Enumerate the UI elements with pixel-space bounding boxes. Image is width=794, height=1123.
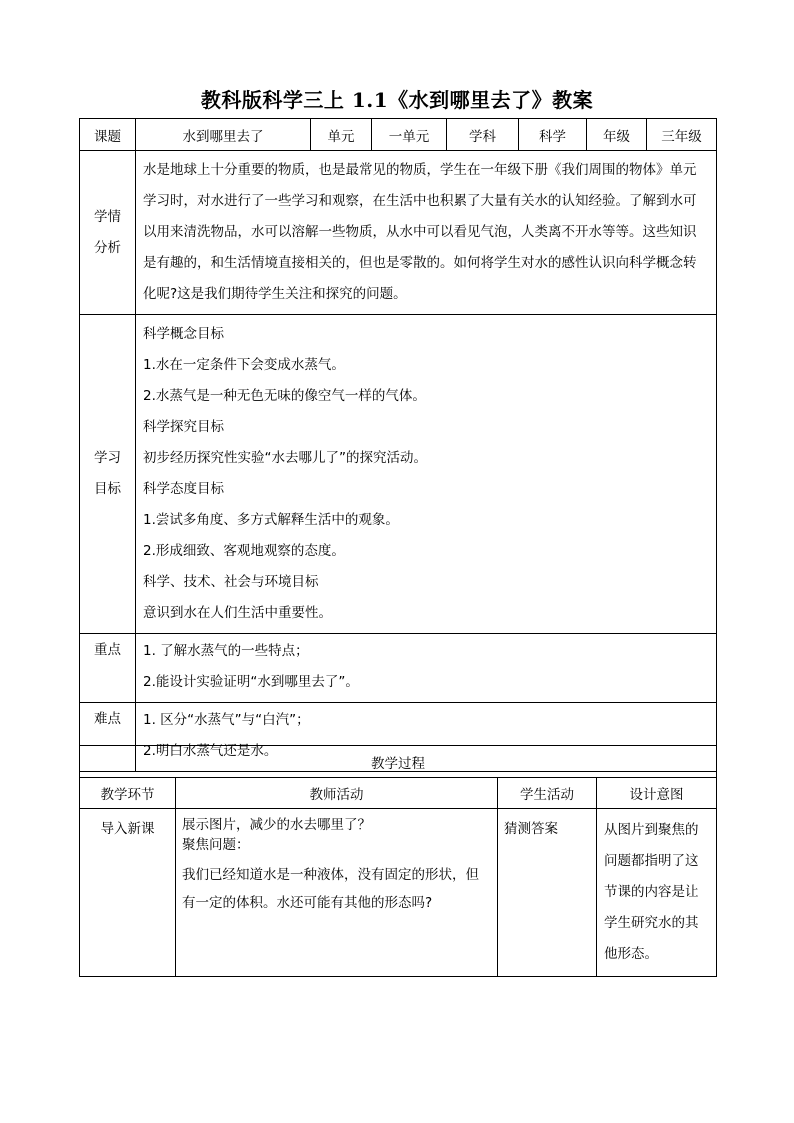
process-header-student: 学生活动 [498, 778, 597, 809]
process-header-intent: 设计意图 [597, 778, 717, 809]
process-header-stage: 教学环节 [80, 778, 176, 809]
process-title-row [80, 746, 717, 778]
topic-value: 水到哪里去了 [136, 119, 311, 151]
unit-label: 单元 [311, 119, 372, 151]
grade-value: 三年级 [647, 119, 717, 151]
process-row [80, 809, 717, 977]
student-activity-cell: 猜测答案 [498, 809, 597, 977]
topic-label: 课题 [80, 119, 136, 151]
key-points-content: 1. 了解水蒸气的一些特点； 2.能设计实验证明“水到哪里去了”。 [136, 634, 717, 703]
subject-value: 科学 [519, 119, 587, 151]
difficulties-label: 难点 [80, 703, 136, 772]
analysis-content: 水是地球上十分重要的物质，也是最常见的物质，学生在一年级下册《我们周围的物体》单元 学习时，对水进行了一些学习和观察，在生活中也积累了大量有关水的认知经验。了解到水可 以用来清洗物品，水可以溶解一些物质，从水中可以看见气泡，人类离不开水等等。这些知识 是有趣的，和生活情境直接相关的，但也是零散的。如何将学生对水的感性认识向科学概念转 化呢?这是我们期待学生关注和探究的问题。 [136, 151, 717, 315]
design-intent-cell: 从图片到聚焦的 问题都指明了这 节课的内容是让 学生研究水的其 他形态。 [597, 809, 717, 977]
objectives-label: 学习 目标 [80, 315, 136, 634]
stage-cell: 导入新课 [80, 809, 176, 977]
key-points-label: 重点 [80, 634, 136, 703]
unit-value: 一单元 [372, 119, 447, 151]
teacher-activity-cell: 展示图片，减少的水去哪里了？ 聚焦问题： 我们已经知道水是一种液体，没有固定的形状，但 有一定的体积。水还可能有其他的形态吗? [176, 809, 498, 977]
analysis-label: 学情 分析 [80, 151, 136, 315]
lesson-info-table [79, 118, 717, 772]
subject-label: 学科 [447, 119, 519, 151]
process-header-row [80, 778, 717, 809]
difficulties-content: 1. 区分“水蒸气”与“白汽”； 2.明白水蒸气还是水。 [136, 703, 717, 772]
grade-label: 年级 [587, 119, 647, 151]
process-title: 教学过程 [80, 746, 717, 778]
page-title: 教科版科学三上 1.1《水到哪里去了》教案 [200, 88, 594, 112]
header-row [80, 119, 717, 151]
process-header-teacher: 教师活动 [176, 778, 498, 809]
analysis-row [80, 151, 717, 315]
teaching-process-table [79, 745, 717, 977]
key-points-row [80, 634, 717, 703]
objectives-content: 科学概念目标 1.水在一定条件下会变成水蒸气。 2.水蒸气是一种无色无味的像空气一样的气体。 科学探究目标 初步经历探究性实验“水去哪儿了”的探究活动。 科学态度目标 1.尝试多角度、多方式解释生活中的观象。 2.形成细致、客观地观察的态度。 科学、技术、社会与环境目标 意识到水在人们生活中重要性。 [136, 315, 717, 634]
objectives-row [80, 315, 717, 634]
